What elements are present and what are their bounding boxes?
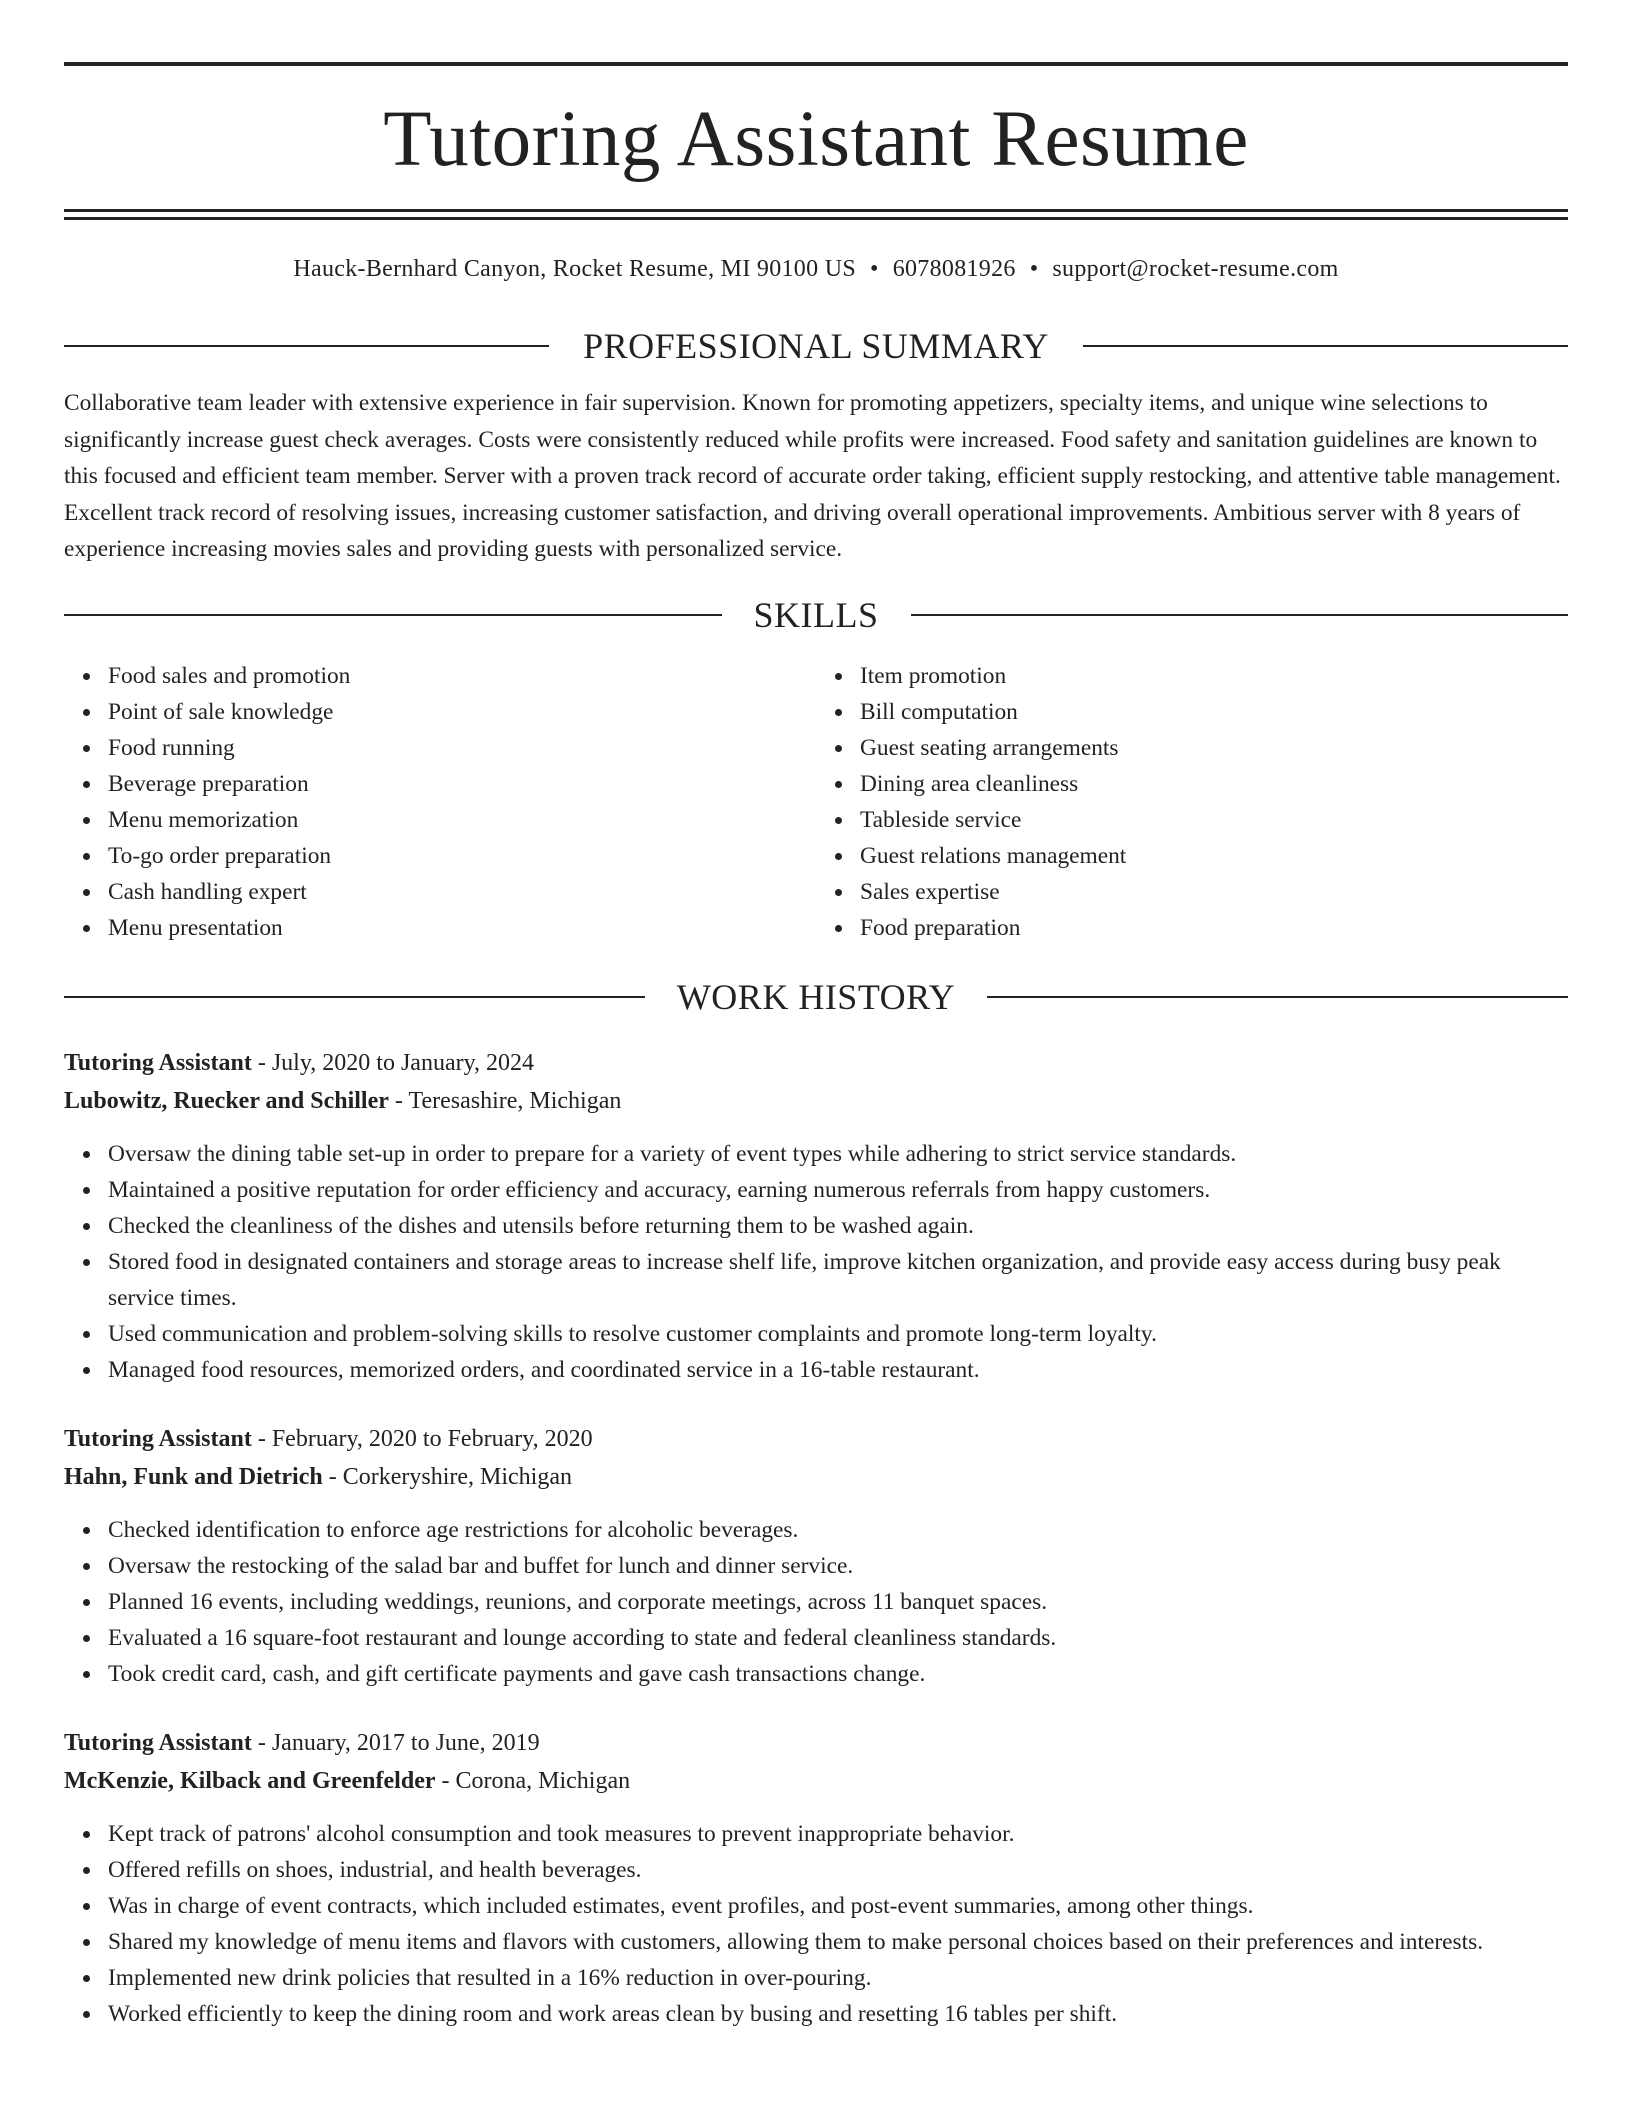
job-dates: - February, 2020 to February, 2020 (251, 1425, 593, 1452)
job-bullet: Kept track of patrons' alcohol consumption and took measures to prevent inappropriate behavior. (108, 1816, 1568, 1852)
job-location: - Corona, Michigan (435, 1767, 631, 1794)
job-title-line (64, 1420, 1568, 1458)
job-dates: - July, 2020 to January, 2024 (251, 1049, 535, 1076)
heading-rule-left (64, 345, 549, 347)
job-company-line (64, 1762, 1568, 1800)
top-rule (64, 62, 1568, 66)
job-bullets (64, 1136, 1568, 1388)
job-bullet: Oversaw the dining table set-up in order to prepare for a variety of event types while adhering to strict service standards. (108, 1136, 1568, 1172)
skill-item: Menu memorization (108, 802, 816, 838)
summary-heading: PROFESSIONAL SUMMARY (583, 326, 1049, 366)
job-bullet: Planned 16 events, including weddings, reunions, and corporate meetings, across 11 banquet spaces. (108, 1584, 1568, 1620)
job-bullet: Worked efficiently to keep the dining room and work areas clean by busing and resetting 16 tables per shift. (108, 1996, 1568, 2032)
skill-item: Food running (108, 730, 816, 766)
job-bullet: Offered refills on shoes, industrial, and health beverages. (108, 1852, 1568, 1888)
job-title: Tutoring Assistant (64, 1729, 252, 1756)
job-bullet: Oversaw the restocking of the salad bar and buffet for lunch and dinner service. (108, 1548, 1568, 1584)
resume-page (64, 0, 1568, 2032)
skill-item: Menu presentation (108, 910, 816, 946)
job-bullet: Used communication and problem-solving skills to resolve customer complaints and promote long-term loyalty. (108, 1316, 1568, 1352)
heading-rule-right (911, 614, 1569, 616)
skill-item: Guest seating arrangements (860, 730, 1568, 766)
heading-rule-left (64, 614, 722, 616)
skill-item: Sales expertise (860, 874, 1568, 910)
contact-separator: • (1029, 256, 1039, 282)
skills-heading: SKILLS (753, 594, 879, 635)
heading-rule-right (1083, 345, 1568, 347)
job-title: Tutoring Assistant (64, 1049, 252, 1076)
contact-line (64, 256, 1568, 283)
skill-item: Food preparation (860, 910, 1568, 946)
work-history-list (64, 1044, 1568, 2032)
contact-separator: • (870, 256, 879, 282)
summary-text: Collaborative team leader with extensive experience in fair supervision. Known for promoting appetizers, specialty items, and unique wine selections to significantly increase guest check averages. Costs were consistently reduced while profits were increased. Food safety and sanitation guidelines are known to this focused and efficient team member. Server with a proven track record of accurate order taking, efficient supply restocking, and attentive table management. Excellent track record of resolving issues, increasing customer satisfaction, and driving overall operational improvements. Ambitious server with 8 years of experience increasing movies sales and providing guests with personalized service. (64, 390, 1561, 562)
contact-phone: 6078081926 (892, 256, 1016, 282)
job-bullet: Shared my knowledge of menu items and flavors with customers, allowing them to make personal choices based on their preferences and interests. (108, 1924, 1568, 1960)
skill-item: Guest relations management (860, 838, 1568, 874)
skill-item: Tableside service (860, 802, 1568, 838)
job-location: - Teresashire, Michigan (388, 1087, 622, 1114)
job-location: - Corkeryshire, Michigan (322, 1463, 573, 1490)
skill-item: Food sales and promotion (108, 658, 816, 694)
job-bullet: Maintained a positive reputation for order efficiency and accuracy, earning numerous referrals from happy customers. (108, 1172, 1568, 1208)
skills-columns (64, 658, 1568, 946)
contact-email: support@rocket-resume.com (1052, 256, 1339, 282)
job-bullet: Stored food in designated containers and storage areas to increase shelf life, improve kitchen organization, and provide easy access during busy peak service times. (108, 1244, 1568, 1316)
skill-item: Beverage preparation (108, 766, 816, 802)
skill-item: Point of sale knowledge (108, 694, 816, 730)
job-bullet: Was in charge of event contracts, which included estimates, event profiles, and post-event summaries, among other things. (108, 1888, 1568, 1924)
section-heading-skills (64, 594, 1568, 636)
job-bullets (64, 1512, 1568, 1692)
job-title-line (64, 1044, 1568, 1082)
job-bullet: Checked identification to enforce age restrictions for alcoholic beverages. (108, 1512, 1568, 1548)
job-title-line (64, 1724, 1568, 1762)
skill-item: Bill computation (860, 694, 1568, 730)
skills-list-left (64, 658, 816, 946)
job-entry (64, 1044, 1568, 1388)
job-bullet: Implemented new drink policies that resulted in a 16% reduction in over-pouring. (108, 1960, 1568, 1996)
job-bullets (64, 1816, 1568, 2032)
resume-title: Tutoring Assistant Resume (383, 96, 1249, 183)
title-double-rule (64, 209, 1568, 220)
job-company-line (64, 1082, 1568, 1120)
job-company: Lubowitz, Ruecker and Schiller (64, 1087, 389, 1114)
job-title: Tutoring Assistant (64, 1425, 252, 1452)
skill-item: Dining area cleanliness (860, 766, 1568, 802)
job-spacer (64, 1388, 1568, 1420)
job-spacer (64, 1692, 1568, 1724)
heading-rule-left (64, 996, 645, 998)
job-company-line (64, 1458, 1568, 1496)
job-entry (64, 1420, 1568, 1692)
skill-item: Cash handling expert (108, 874, 816, 910)
work-heading: WORK HISTORY (676, 976, 956, 1017)
skill-item: To-go order preparation (108, 838, 816, 874)
heading-rule-right (987, 996, 1568, 998)
job-dates: - January, 2017 to June, 2019 (251, 1729, 540, 1756)
contact-address: Hauck-Bernhard Canyon, Rocket Resume, MI 90100 US (293, 256, 856, 282)
job-company: Hahn, Funk and Dietrich (64, 1463, 323, 1490)
job-entry (64, 1724, 1568, 2032)
job-bullet: Took credit card, cash, and gift certificate payments and gave cash transactions change. (108, 1656, 1568, 1692)
job-bullet: Checked the cleanliness of the dishes and utensils before returning them to be washed again. (108, 1208, 1568, 1244)
skills-list-right (816, 658, 1568, 946)
job-bullet: Managed food resources, memorized orders, and coordinated service in a 16-table restaurant. (108, 1352, 1568, 1388)
job-company: McKenzie, Kilback and Greenfelder (64, 1767, 436, 1794)
skill-item: Item promotion (860, 658, 1568, 694)
section-heading-summary (64, 325, 1568, 367)
section-heading-work (64, 976, 1568, 1018)
job-bullet: Evaluated a 16 square-foot restaurant and lounge according to state and federal cleanliness standards. (108, 1620, 1568, 1656)
